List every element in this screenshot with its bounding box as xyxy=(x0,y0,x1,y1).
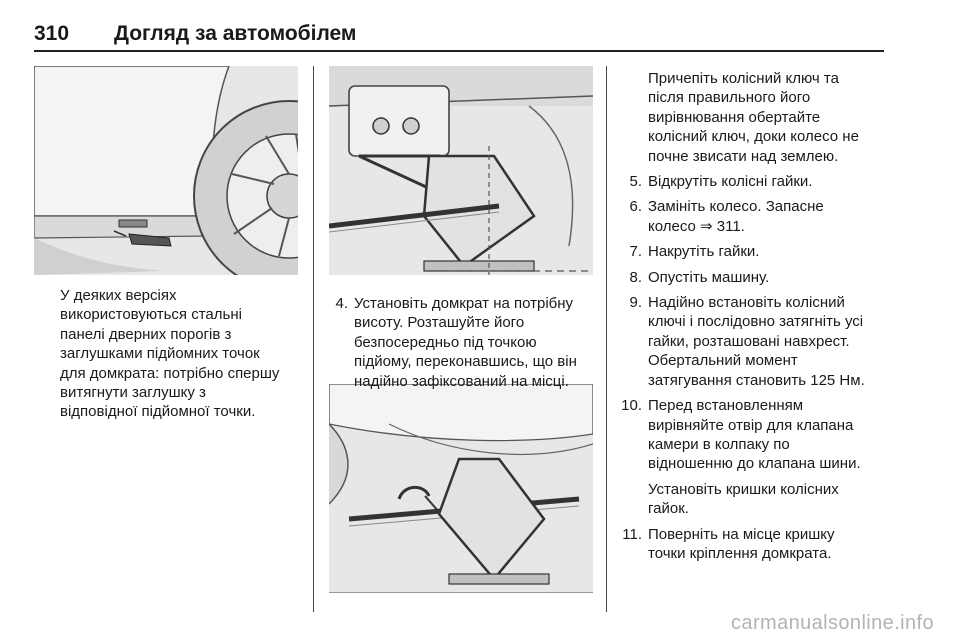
step-number: 10. xyxy=(621,397,642,415)
step-number: 9. xyxy=(629,294,642,312)
step-text: Відкрутіть колісні гайки. xyxy=(648,173,813,191)
step-5 xyxy=(614,172,904,191)
step-text: Замініть колесо. Запасне колесо ⇒ 311. xyxy=(648,198,824,235)
step-text: Перед встановленням вирівняйте отвір для клапана камери в колпаку по відношенню до клапана шини. xyxy=(648,397,861,473)
column-divider-right xyxy=(606,66,607,612)
jack-wrench-drawing xyxy=(329,384,593,593)
step-number: 4. xyxy=(335,295,348,312)
jack-positioning-drawing xyxy=(329,66,593,275)
right-steps-list-end xyxy=(614,525,904,564)
sill-plug-illustration xyxy=(34,66,298,275)
step-number: 5. xyxy=(629,173,642,191)
step-11 xyxy=(614,525,904,564)
right-steps xyxy=(614,69,904,563)
step-4 xyxy=(320,294,604,391)
step-10-sub: Установіть кришки колісних гайок. xyxy=(648,480,839,518)
step-6 xyxy=(614,197,904,236)
step-number: 6. xyxy=(629,198,642,216)
sill-plug-drawing xyxy=(34,66,298,275)
step-text: Поверніть на місце кришку точки кріплення домкрата. xyxy=(648,525,835,562)
page-title: Догляд за автомобілем xyxy=(114,22,357,45)
step-number: 7. xyxy=(629,243,642,261)
step-text: Опустіть машину. xyxy=(648,268,770,286)
sill-plug-note: У деяких версіях використовуються стальні панелі дверних порогів з заглушками підйомних точок для домкрата: потрібно спершу витягнути заглушку з відповідної підйомної точки. xyxy=(60,287,280,421)
step-10 xyxy=(614,396,904,474)
right-steps-list xyxy=(614,172,904,474)
step-4-continuation: Причепіть колісний ключ та після правильного його вирівнювання обертайте колісний ключ, доки колесо не почне звисати над землею. xyxy=(648,70,859,165)
jack-positioning-illustration xyxy=(329,66,593,275)
step-text: Установіть домкрат на потрібну висоту. Розташуйте його безпосередньо під точкою підйому, переконавшись, що він надійно зафіксований на місці. xyxy=(354,295,577,390)
step-8 xyxy=(614,268,904,287)
step-text: Накрутіть гайки. xyxy=(648,243,760,261)
page-number: 310 xyxy=(34,22,70,45)
step-7 xyxy=(614,242,904,261)
step-number: 11. xyxy=(622,525,642,543)
jack-wrench-illustration xyxy=(329,384,593,593)
step-9 xyxy=(614,293,904,390)
step-number: 8. xyxy=(629,268,642,286)
header-rule xyxy=(34,50,884,52)
watermark: carmanualsonline.info xyxy=(731,612,934,634)
column-divider-left xyxy=(313,66,314,612)
step-text: Надійно встановіть колісний ключі і послідовно затягніть усі гайки, розташовані навхрест. Обертальний момент затягування становить 125 Нм. xyxy=(648,294,865,389)
middle-steps xyxy=(320,294,604,391)
middle-steps-list xyxy=(320,294,604,391)
